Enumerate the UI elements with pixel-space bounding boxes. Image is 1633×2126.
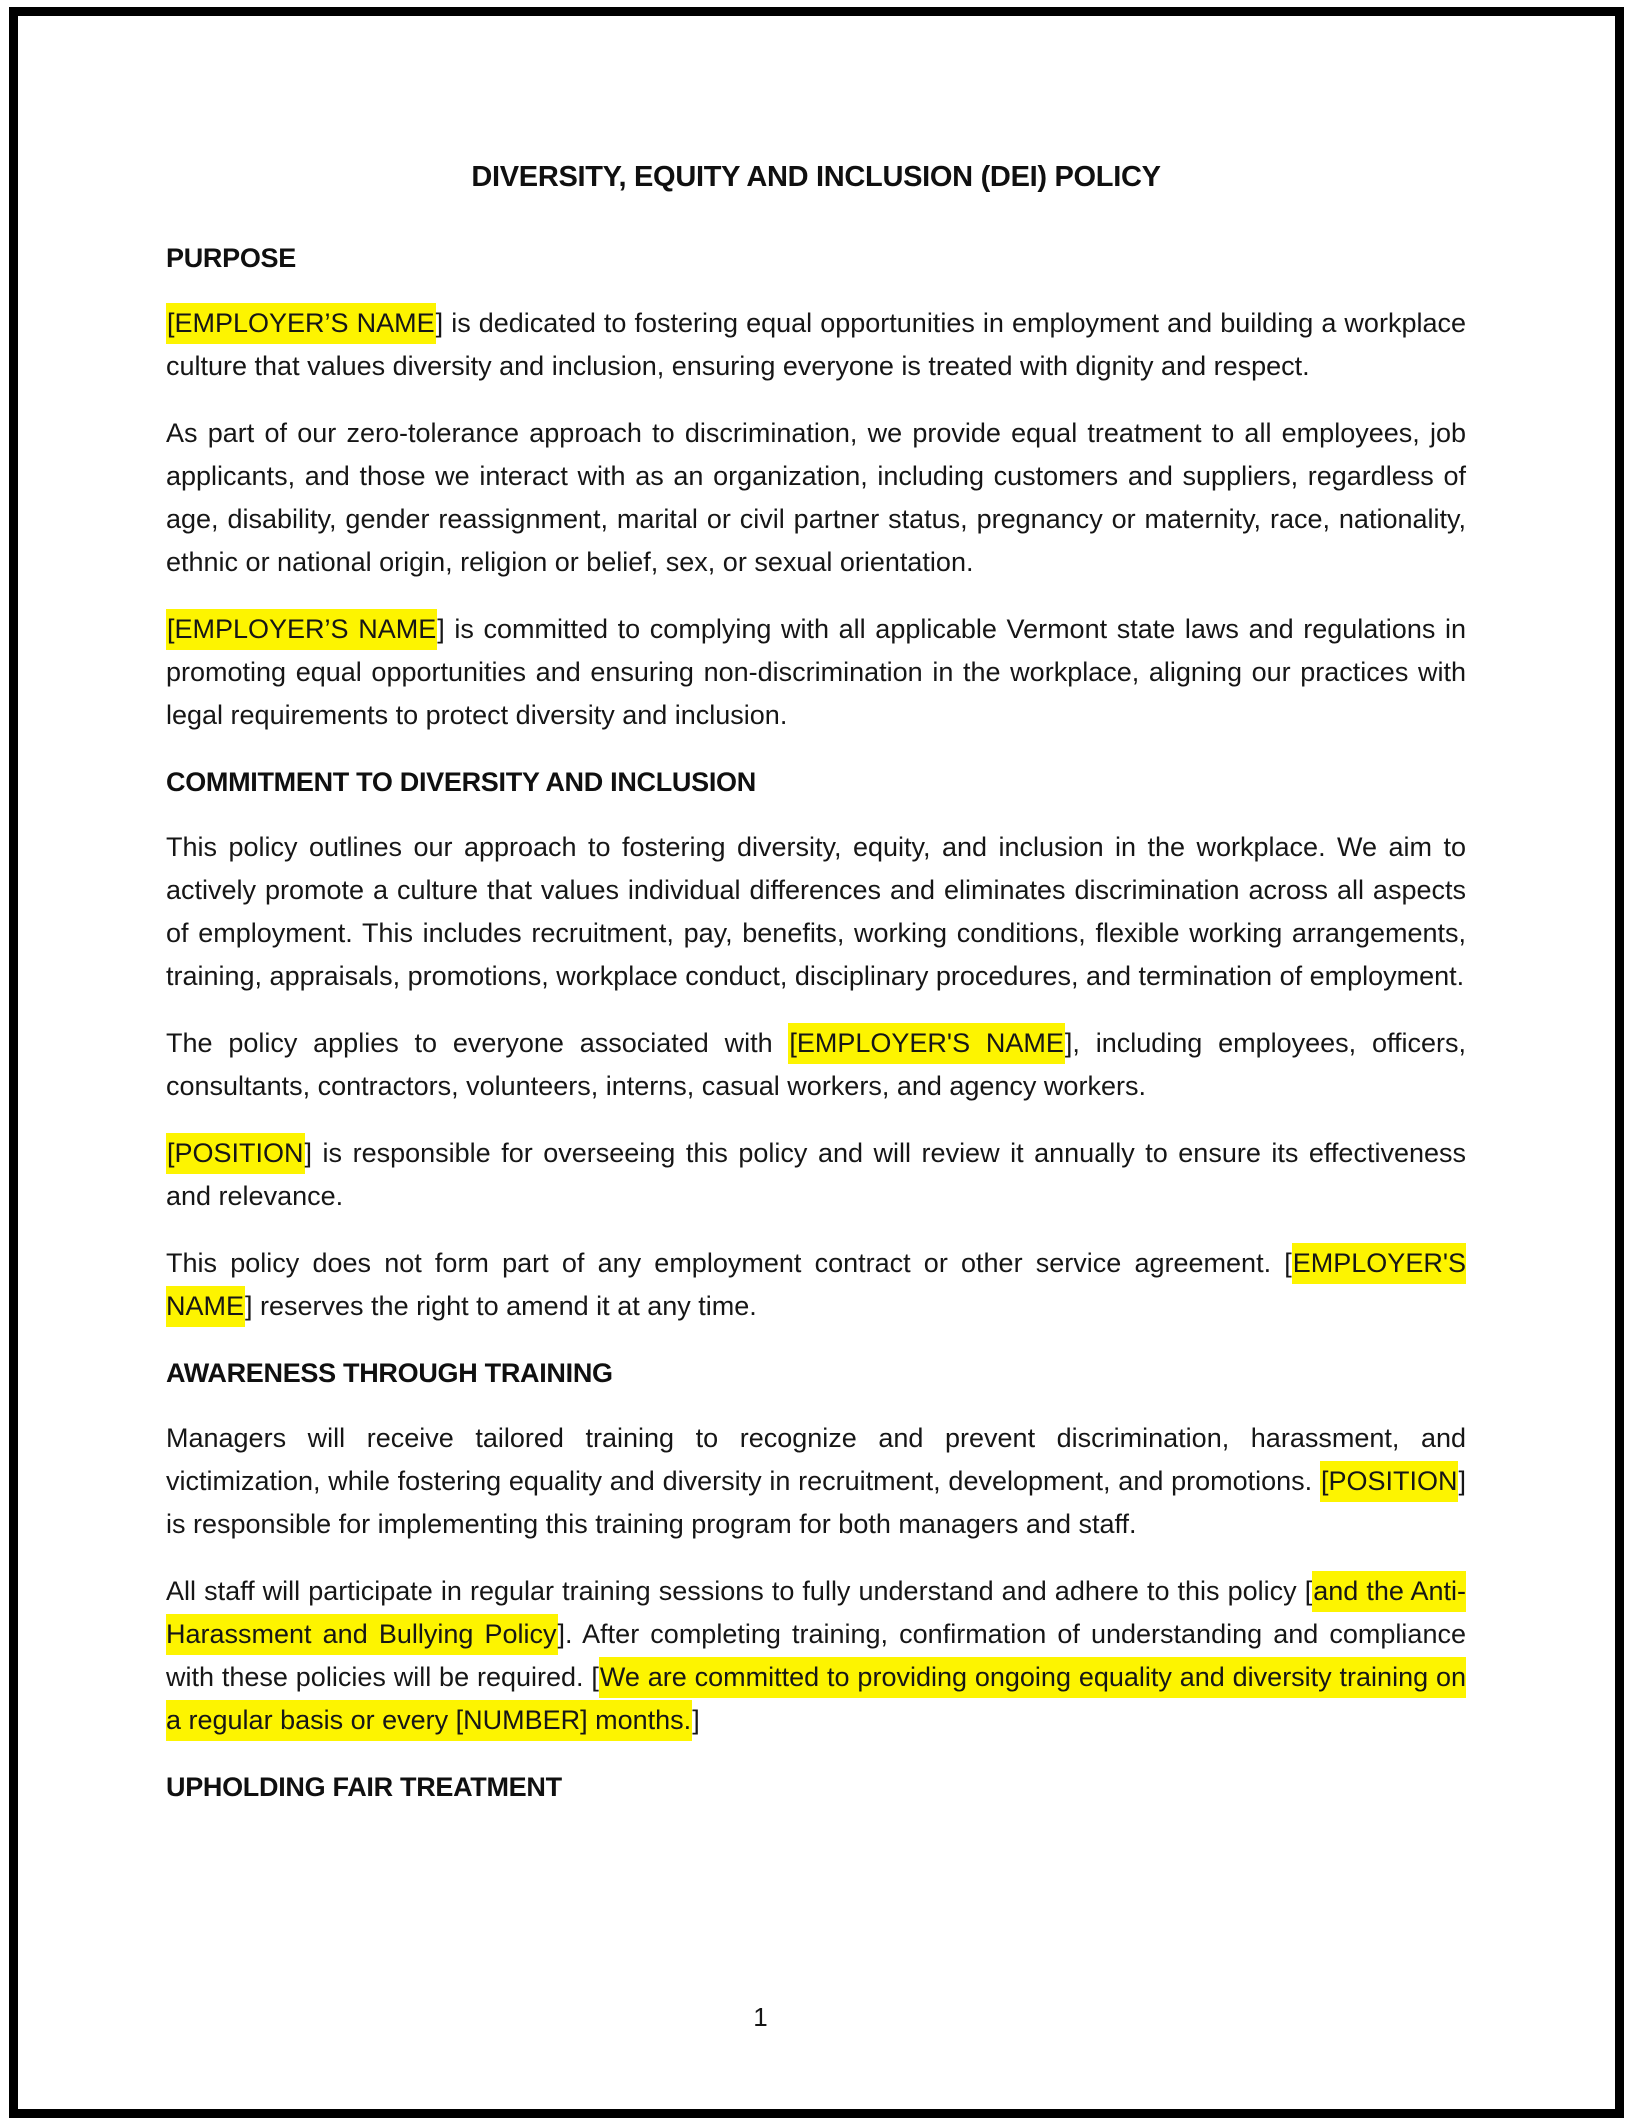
section-heading: AWARENESS THROUGH TRAINING	[166, 1358, 613, 1388]
text-run: ]	[692, 1705, 700, 1735]
text-run: ]. After completing training, confirmation of understanding and compliance with these policies will be required. [	[166, 1619, 1466, 1692]
text-run: ] is responsible for overseeing this policy and will review it annually to ensure its effectiveness and relevance.	[166, 1138, 1466, 1211]
text-run: ] reserves the right to amend it at any time.	[245, 1291, 757, 1321]
paragraph	[166, 1022, 1466, 1108]
document-body	[166, 237, 1466, 1809]
text-run: ] is responsible for implementing this training program for both managers and staff.	[166, 1466, 1466, 1539]
paragraph	[166, 1570, 1466, 1742]
text-run: As part of our zero-tolerance approach to discrimination, we provide equal treatment to all employees, job applicants, and those we interact with as an organization, including customers and suppliers, regardless of age, disability, gender reassignment, marital or civil partner status, pregnancy or maternity, race, nationality, ethnic or national origin, religion or belief, sex, or sexual orientation.	[166, 418, 1466, 577]
section-heading: COMMITMENT TO DIVERSITY AND INCLUSION	[166, 767, 756, 797]
document-content	[166, 156, 1466, 1831]
highlighted-placeholder: EMPLOYER'S NAME	[166, 1243, 1466, 1327]
text-run: ], including employees, officers, consultants, contractors, volunteers, interns, casual workers, and agency workers.	[166, 1028, 1466, 1101]
paragraph	[166, 302, 1466, 388]
document-title: DIVERSITY, EQUITY AND INCLUSION (DEI) POLICY	[471, 161, 1161, 193]
document-page	[9, 7, 1624, 2118]
paragraph	[166, 412, 1466, 584]
text-run: This policy does not form part of any employment contract or other service agreement. [	[166, 1248, 1292, 1278]
page-number: 1	[753, 2002, 768, 2032]
paragraph	[166, 1417, 1466, 1546]
highlighted-placeholder: We are committed to providing ongoing equality and diversity training on a regular basis or every [NUMBER] months.	[166, 1657, 1466, 1741]
paragraph	[166, 608, 1466, 737]
highlighted-placeholder: and the Anti-Harassment and Bullying Policy	[166, 1571, 1466, 1655]
highlighted-placeholder: [POSITION	[1320, 1461, 1459, 1502]
text-run: All staff will participate in regular training sessions to fully understand and adhere to this policy [	[166, 1576, 1313, 1606]
paragraph	[166, 1242, 1466, 1328]
highlighted-placeholder: [EMPLOYER'S NAME	[788, 1023, 1065, 1064]
highlighted-placeholder: [EMPLOYER’S NAME	[166, 303, 436, 344]
section-heading: UPHOLDING FAIR TREATMENT	[166, 1772, 562, 1802]
section-heading: PURPOSE	[166, 243, 296, 273]
text-run: This policy outlines our approach to fostering diversity, equity, and inclusion in the workplace. We aim to actively promote a culture that values individual differences and eliminates discrimination across all aspects of employment. This includes recruitment, pay, benefits, working conditions, flexible working arrangements, training, appraisals, promotions, workplace conduct, disciplinary procedures, and termination of employment.	[166, 832, 1466, 991]
highlighted-placeholder: [EMPLOYER’S NAME	[166, 609, 437, 650]
text-run: Managers will receive tailored training to recognize and prevent discrimination, harassment, and victimization, while fostering equality and diversity in recruitment, development, and promotions.	[166, 1423, 1466, 1496]
paragraph	[166, 1132, 1466, 1218]
paragraph	[166, 826, 1466, 998]
text-run: The policy applies to everyone associated with	[166, 1028, 789, 1058]
text-run: ] is committed to complying with all applicable Vermont state laws and regulations in promoting equal opportunities and ensuring non-discrimination in the workplace, aligning our practices with legal requirements to protect diversity and inclusion.	[166, 614, 1466, 730]
highlighted-placeholder: [POSITION	[166, 1133, 305, 1174]
text-run: ] is dedicated to fostering equal opportunities in employment and building a workplace culture that values diversity and inclusion, ensuring everyone is treated with dignity and respect.	[166, 308, 1466, 381]
